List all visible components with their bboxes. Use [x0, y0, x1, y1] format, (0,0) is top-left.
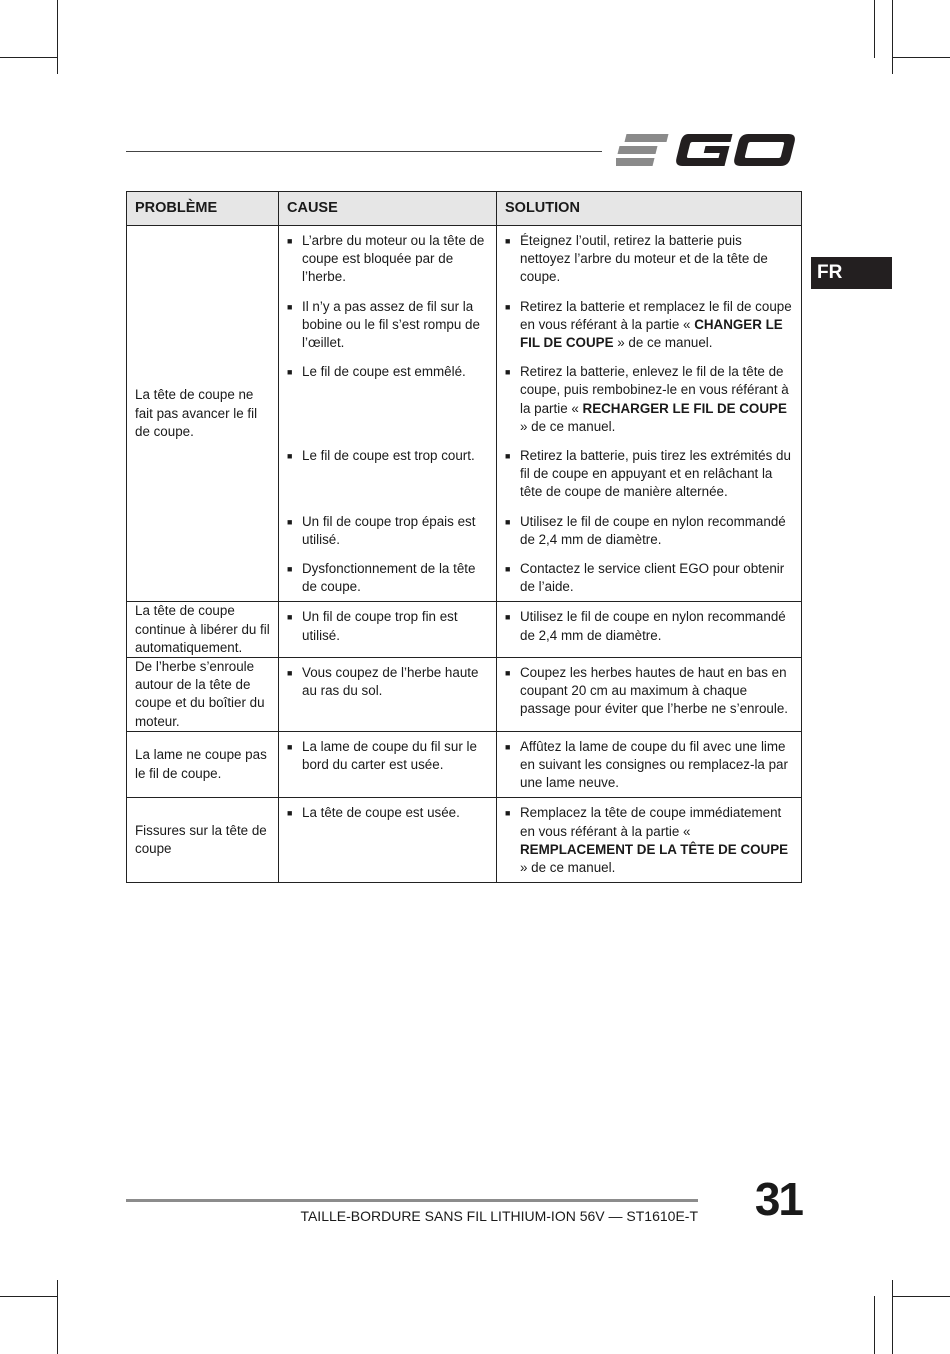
cause-cell — [279, 731, 497, 798]
cause-text: La lame de coupe du fil sur le bord du carter est usée. — [302, 738, 477, 773]
square-bullet-icon: ■ — [287, 668, 293, 679]
problem-cell — [127, 731, 279, 798]
crop-mark — [0, 57, 58, 58]
troubleshooting-table — [126, 191, 802, 883]
square-bullet-icon: ■ — [505, 741, 511, 752]
solution-text — [520, 447, 793, 502]
cause-cell — [279, 507, 497, 554]
solution-reference: RECHARGER LE FIL DE COUPE — [582, 400, 787, 416]
header-problem: PROBLÈME — [127, 192, 279, 226]
problem-text: La tête de coupe ne fait pas avancer le fil de coupe. — [135, 387, 258, 439]
bullet-item — [287, 608, 488, 644]
bullet-item — [287, 363, 488, 381]
solution-segment: Éteignez l’outil, retirez la batterie puis nettoyez l’arbre du moteur et de la tête de coupe. — [520, 233, 768, 285]
header-rule — [126, 151, 602, 152]
table-row — [127, 798, 802, 883]
solution-segment: Contactez le service client EGO pour obtenir de l’aide. — [520, 561, 785, 595]
problem-text: La tête de coupe continue à libérer du fil automatiquement. — [135, 603, 270, 655]
table-row — [127, 602, 802, 658]
solution-cell — [497, 292, 802, 358]
header-solution: SOLUTION — [497, 192, 802, 226]
bullet-item — [505, 232, 793, 287]
cause-text: Vous coupez de l’herbe haute au ras du sol. — [302, 665, 479, 699]
crop-mark — [874, 0, 875, 58]
cause-text: La tête de coupe est usée. — [302, 805, 460, 821]
solution-segment: Retirez la batterie, enlevez le fil de la tête de coupe, puis rembobinez-le en vous référant à la partie « — [520, 364, 789, 416]
solution-cell — [497, 602, 802, 658]
square-bullet-icon: ■ — [287, 516, 293, 527]
solution-text — [520, 232, 793, 287]
bullet-item — [505, 363, 793, 436]
crop-mark — [0, 1296, 58, 1297]
cause-cell — [279, 602, 497, 658]
bullet-item — [287, 513, 488, 549]
square-bullet-icon: ■ — [505, 516, 511, 527]
cause-text: L’arbre du moteur ou la tête de coupe est bloquée par de l’herbe. — [302, 233, 485, 285]
solution-text — [520, 738, 793, 793]
solution-text — [520, 608, 793, 644]
bullet-item — [505, 513, 793, 549]
cause-cell — [279, 226, 497, 292]
solution-segment: » de ce manuel. — [520, 418, 616, 434]
solution-segment: Retirez la batterie, puis tirez les extrémités du fil de coupe en appuyant et en relâchant la tête de coupe de manière alternée. — [520, 448, 791, 500]
logo-bar-bottom — [616, 158, 655, 166]
solution-reference: CHANGER LE FIL DE COUPE — [520, 316, 783, 351]
problem-cell — [127, 602, 279, 658]
cause-text: Un fil de coupe trop épais est utilisé. — [302, 513, 476, 547]
square-bullet-icon: ■ — [287, 236, 293, 246]
solution-segment: Utilisez le fil de coupe en nylon recommandé de 2,4 mm de diamètre. — [520, 609, 786, 643]
cause-cell — [279, 357, 497, 441]
square-bullet-icon: ■ — [505, 612, 511, 623]
problem-cell — [127, 226, 279, 602]
problem-text: La lame ne coupe pas le fil de coupe. — [135, 747, 267, 781]
square-bullet-icon: ■ — [505, 451, 511, 462]
cause-cell — [279, 292, 497, 358]
solution-cell — [497, 798, 802, 883]
cause-cell — [279, 658, 497, 732]
solution-cell — [497, 731, 802, 798]
header-cause: CAUSE — [279, 192, 497, 226]
crop-mark — [892, 0, 893, 74]
bullet-item — [505, 560, 793, 596]
cause-text: Il n’y a pas assez de fil sur la bobine ou le fil s’est rompu de l’œillet. — [302, 298, 480, 351]
bullet-item — [287, 232, 488, 287]
cause-text: Un fil de coupe trop fin est utilisé. — [302, 609, 458, 643]
solution-cell — [497, 554, 802, 602]
solution-text — [520, 664, 793, 719]
problem-text: Fissures sur la tête de coupe — [135, 823, 267, 857]
language-tab: FR — [811, 257, 892, 289]
bullet-item — [505, 298, 793, 353]
solution-text — [520, 804, 793, 877]
solution-segment: Coupez les herbes hautes de haut en bas en coupant 20 cm au maximum à chaque passage pour éviter que l’herbe ne s’enroule. — [520, 665, 788, 717]
solution-segment: » de ce manuel. — [613, 335, 713, 351]
solution-cell — [497, 226, 802, 292]
bullet-item — [287, 447, 488, 465]
solution-segment: Remplacez la tête de coupe immédiatement en vous référant à la partie « — [520, 805, 782, 839]
square-bullet-icon: ■ — [505, 808, 511, 819]
problem-text: De l’herbe s’enroule autour de la tête de coupe et du boîtier du moteur. — [135, 659, 265, 729]
square-bullet-icon: ■ — [287, 301, 293, 312]
square-bullet-icon: ■ — [287, 451, 293, 462]
logo-bar-middle — [618, 146, 658, 154]
square-bullet-icon: ■ — [505, 564, 511, 575]
footer-rule — [126, 1199, 698, 1202]
bullet-item — [505, 447, 793, 502]
crop-mark — [892, 57, 950, 58]
crop-mark — [874, 1296, 875, 1354]
cause-cell — [279, 554, 497, 602]
solution-segment: Retirez la batterie et remplacez le fil de coupe en vous référant à la partie « — [520, 298, 792, 332]
cause-cell — [279, 798, 497, 883]
square-bullet-icon: ■ — [505, 367, 511, 378]
cause-text: Le fil de coupe est emmêlé. — [302, 364, 466, 380]
cause-cell — [279, 441, 497, 507]
bullet-item — [505, 608, 793, 644]
solution-segment: Utilisez le fil de coupe en nylon recommandé de 2,4 mm de diamètre. — [520, 513, 786, 547]
crop-mark — [57, 0, 58, 74]
page-number: 31 — [754, 1173, 802, 1225]
solution-cell — [497, 507, 802, 554]
square-bullet-icon: ■ — [287, 808, 293, 819]
solution-segment: » de ce manuel. — [520, 860, 616, 876]
bullet-item — [287, 560, 488, 596]
cause-text: Le fil de coupe est trop court. — [302, 448, 475, 464]
solution-text — [520, 560, 793, 596]
square-bullet-icon: ■ — [287, 367, 293, 378]
problem-cell — [127, 798, 279, 883]
cause-text: Dysfonctionnement de la tête de coupe. — [302, 561, 476, 595]
bullet-item — [505, 738, 793, 793]
solution-reference: REMPLACEMENT DE LA TÊTE DE COUPE — [520, 841, 789, 857]
crop-mark — [892, 1296, 950, 1297]
solution-cell — [497, 441, 802, 507]
table-row — [127, 226, 802, 292]
logo-bar-top — [625, 134, 669, 142]
logo-letter-o — [733, 134, 797, 166]
solution-cell — [497, 357, 802, 441]
table-row — [127, 731, 802, 798]
solution-text — [520, 513, 793, 549]
crop-mark — [892, 1280, 893, 1354]
square-bullet-icon: ■ — [505, 668, 511, 679]
table-header-row — [127, 192, 802, 226]
bullet-item — [505, 804, 793, 877]
bullet-item — [287, 664, 488, 700]
solution-segment: Affûtez la lame de coupe du fil avec une lime en suivant les consignes ou remplacez-la par une lame neuve. — [520, 738, 788, 791]
bullet-item — [287, 298, 488, 353]
square-bullet-icon: ■ — [505, 301, 511, 312]
square-bullet-icon: ■ — [287, 612, 293, 623]
bullet-item — [287, 738, 488, 774]
footer-product-title: TAILLE-BORDURE SANS FIL LITHIUM-ION 56V — ST1610E-T — [300, 1208, 698, 1224]
bullet-item — [287, 804, 488, 822]
square-bullet-icon: ■ — [287, 741, 293, 752]
problem-cell — [127, 658, 279, 732]
solution-cell — [497, 658, 802, 732]
solution-text — [520, 298, 793, 353]
table-row — [127, 658, 802, 732]
bullet-item — [505, 664, 793, 719]
solution-text — [520, 363, 793, 436]
square-bullet-icon: ■ — [287, 564, 293, 575]
ego-logo — [616, 128, 800, 172]
square-bullet-icon: ■ — [505, 236, 511, 246]
crop-mark — [57, 1280, 58, 1354]
logo-letter-g — [675, 134, 733, 166]
